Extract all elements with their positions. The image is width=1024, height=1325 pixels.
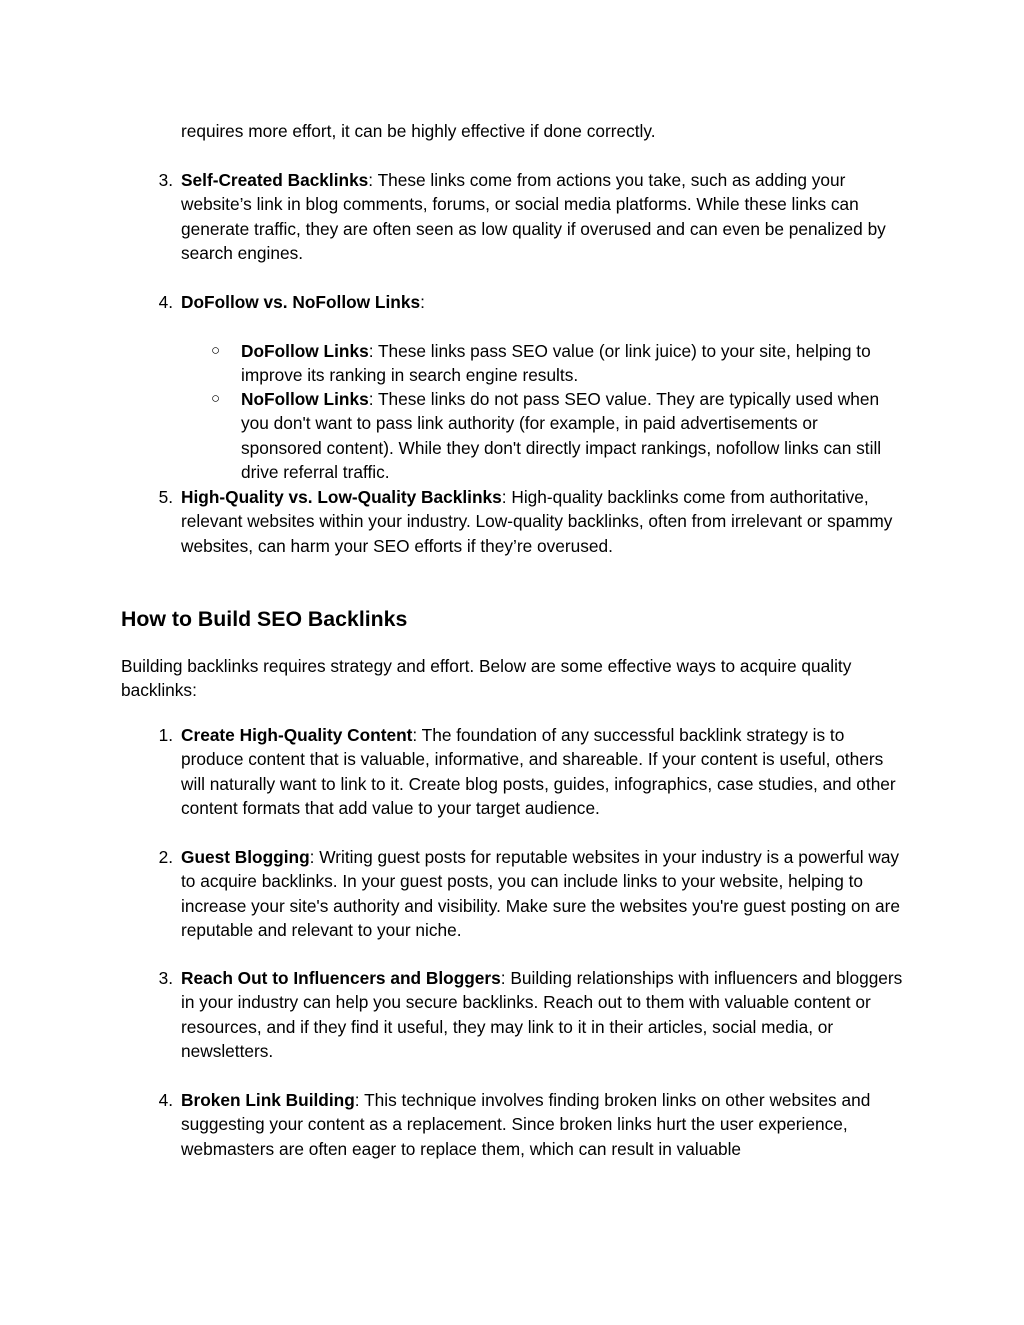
- list-item-high-vs-low-quality: [158, 485, 911, 558]
- list-number: 4.: [158, 292, 173, 312]
- list-number: 4.: [158, 1090, 173, 1110]
- hollow-circle-bullet-icon: ○: [211, 342, 221, 359]
- sublist-item-dofollow-links: [211, 339, 901, 388]
- sublist-item-title: NoFollow Links: [241, 389, 369, 409]
- list-item-text: : These links come from actions you take, such as adding your website’s link in blog comments, forums, or social media platforms. While these links can generate traffic, they are often seen as low quality if overused and can even be penalized by search engines.: [181, 170, 886, 264]
- list-item-text: : This technique involves finding broken links on other websites and suggesting your content as a replacement. Since broken links hurt the user experience, webmasters are often eager to replace them, which can result in valuable: [181, 1090, 871, 1159]
- list-item-reach-out-influencers: [158, 966, 911, 1064]
- list-item-text: : High-quality backlinks come from authoritative, relevant websites within your industry. Low-quality backlinks, often from irrelevant or spammy websites, can harm your SEO efforts if they’re overused.: [181, 487, 893, 556]
- continuation-paragraph: requires more effort, it can be highly effective if done correctly.: [181, 121, 656, 141]
- hollow-circle-bullet-icon: ○: [211, 390, 221, 407]
- list-item-dofollow-vs-nofollow: [158, 290, 911, 314]
- sublist-item-nofollow-links: [211, 387, 901, 485]
- list-item-self-created-backlinks: [158, 168, 911, 266]
- list-item-create-high-quality-content: [158, 723, 911, 821]
- list-item-title: Create High-Quality Content: [181, 725, 413, 745]
- list-item-title: High-Quality vs. Low-Quality Backlinks: [181, 487, 502, 507]
- list-item-title: Broken Link Building: [181, 1090, 355, 1110]
- list-item-title: Reach Out to Influencers and Bloggers: [181, 968, 501, 988]
- list-number: 3.: [158, 968, 173, 988]
- list-item-text: : The foundation of any successful backlink strategy is to produce content that is valuable, informative, and shareable. If your content is useful, others will naturally want to link to it. Create blog posts, guides, infographics, case studies, and other content formats that add value to your target audience.: [181, 725, 896, 819]
- list-item-broken-link-building: [158, 1088, 911, 1161]
- section-heading: How to Build SEO Backlinks: [121, 607, 408, 631]
- list-number: 1.: [158, 725, 173, 745]
- list-item-text: : Building relationships with influencers and bloggers in your industry can help you secure backlinks. Reach out to them with valuable content or resources, and if they find it useful, they may link to it in their articles, social media, or newsletters.: [181, 968, 903, 1062]
- list-item-title: Guest Blogging: [181, 847, 310, 867]
- list-item-text: : Writing guest posts for reputable websites in your industry is a powerful way to acquire backlinks. In your guest posts, you can include links to your website, helping to increase your site's authority and visibility. Make sure the websites you're guest posting on are reputable and relevant to your niche.: [181, 847, 901, 941]
- list-item-guest-blogging: [158, 845, 911, 943]
- sublist-item-title: DoFollow Links: [241, 341, 369, 361]
- list-number: 2.: [158, 847, 173, 867]
- list-number: 5.: [158, 487, 173, 507]
- list-item-title: DoFollow vs. NoFollow Links: [181, 292, 421, 312]
- list-item-title: Self-Created Backlinks: [181, 170, 369, 190]
- list-number: 3.: [158, 170, 173, 190]
- sublist-item-text: : These links do not pass SEO value. They are typically used when you don't want to pass link authority (for example, in paid advertisements or sponsored content). While they don't directly impact rankings, nofollow links can still drive referral traffic.: [241, 389, 882, 483]
- section-intro-paragraph: Building backlinks requires strategy and effort. Below are some effective ways to acquire quality backlinks:: [121, 656, 852, 701]
- sublist-item-text: : These links pass SEO value (or link juice) to your site, helping to improve its ranking in search engine results.: [241, 341, 871, 386]
- list-item-text: :: [420, 292, 425, 312]
